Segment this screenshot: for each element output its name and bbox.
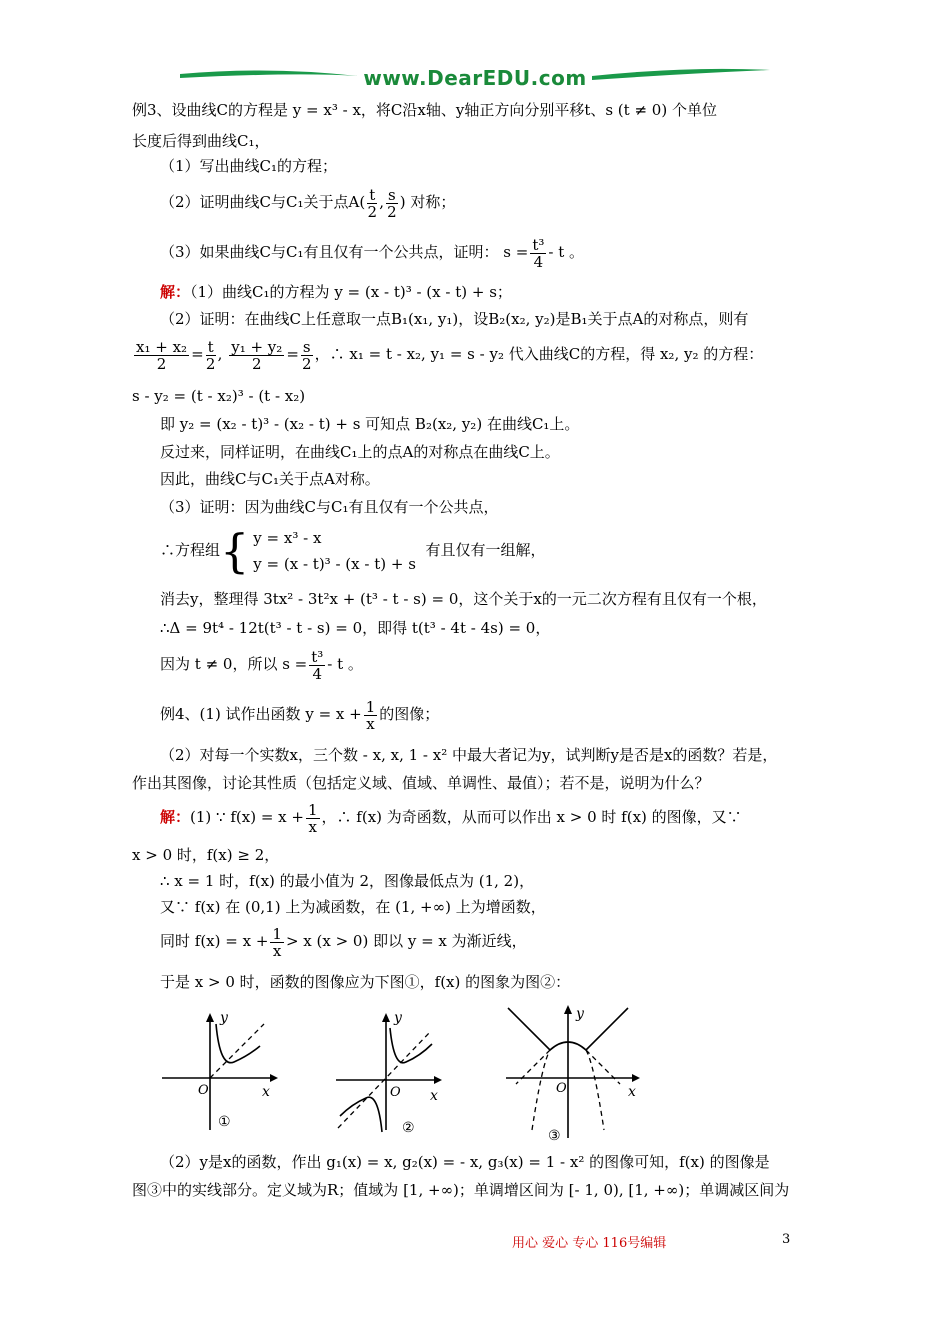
fraction [306, 802, 320, 835]
sol4-line6: 于是 x > 0 时，函数的图像应为下图①，f(x) 的图象为图②： [160, 973, 571, 991]
y-axis-label: y [394, 1010, 402, 1026]
system-lead: ∴方程组 [160, 541, 221, 559]
y-axis-label: y [220, 1010, 228, 1026]
sol3-line7: 因此，曲线C与C₁关于点A对称。 [160, 470, 380, 488]
site-url[interactable]: www.DearEDU.com [363, 66, 587, 90]
frac-num: t [369, 185, 376, 204]
ex3-q2: （2）证明曲线C与C₁关于点A( $\frac{t}{2}$ , $\frac{s}{2}$ ) 对称； [160, 185, 456, 221]
sol4-s5-text: 同时 f(x) = x + [160, 932, 269, 950]
ex3-q3-text: （3）如果曲线C与C₁有且仅有一个公共点，证明： s = [160, 243, 529, 261]
ex3-q2-text: （2）证明曲线C与C₁关于点A( [160, 193, 366, 211]
system-tail: 有且仅有一组解， [425, 541, 546, 559]
frac-num: y₁ + y₂ [231, 337, 283, 356]
sol3-line1 [160, 282, 512, 302]
figure-number: ② [402, 1120, 415, 1135]
system-eq1: y = x³ - x [253, 529, 322, 547]
fraction [309, 649, 325, 682]
ex3-line1: 例3、设曲线C的方程是 y = x³ - x，将C沿x轴、y轴正方向分别平移t、s (t ≠ 0) 个单位 [132, 101, 717, 119]
frac-den: x [366, 714, 375, 733]
origin-label: O [556, 1081, 567, 1096]
sol4-s5-tail: > x (x > 0) 即以 y = x 为渐近线， [285, 932, 527, 950]
graph-3 [502, 1004, 644, 1144]
fraction [270, 926, 284, 959]
sol3-line3: $\frac{\text{x₁ + x₂}}{2}$ = $\frac{t}{2}$ , $\frac{\text{y₁ + y₂}}{2}$ = $\frac{s}{2}$ ，∴ x₁ = t - x₂, y₁ = s - y₂ 代入曲线C的方程，得 x₂, y₂ 的方程： [136, 337, 764, 373]
sol3-s12-tail: - t 。 [327, 655, 363, 673]
fraction [364, 699, 378, 732]
frac-den: 2 [387, 202, 397, 221]
frac-num: t³ [311, 647, 324, 666]
frac-den: 4 [312, 664, 323, 683]
sol3-line6: 反过来，同样证明，在曲线C₁上的点A的对称点在曲线C上。 [160, 443, 560, 461]
ex4-line1 [160, 694, 439, 734]
sol3-line10: 消去y，整理得 3tx² - 3t²x + (t³ - t - s) = 0，这个关于x的一元二次方程有且仅有一个根， [160, 590, 767, 608]
fraction [229, 339, 284, 372]
ex4-line3: 作出其图像，讨论其性质（包括定义域、值域、单调性、最值）；若不是，说明为什么？ [132, 774, 710, 792]
ex3-q1: （1）写出曲线C₁的方程； [160, 157, 338, 175]
sol3-line4: s - y₂ = (t - x₂)³ - (t - x₂) [132, 387, 306, 405]
footer-text: 用心 爱心 专心 116号编辑 [512, 1236, 667, 1251]
sol4-line2: x > 0 时，f(x) ≥ 2， [132, 846, 280, 864]
graph-2 [334, 1010, 446, 1135]
ex3-q3 [160, 232, 584, 272]
page-header [178, 64, 772, 98]
equation-system [253, 525, 416, 577]
frac-den: 2 [367, 202, 377, 221]
fraction [367, 187, 377, 220]
origin-label: O [198, 1083, 209, 1098]
frac-num: t [207, 337, 214, 356]
solution-label: 解： [160, 808, 191, 826]
sol4-line5 [160, 921, 527, 961]
sol4-line1 [160, 797, 742, 837]
ex4-l1-tail: 的图像； [379, 705, 440, 723]
fraction [301, 339, 313, 372]
fraction [386, 187, 398, 220]
ex3-q3-tail: - t 。 [548, 243, 585, 261]
figure-number: ③ [548, 1128, 561, 1144]
sol3-line2: （2）证明：在曲线C上任意取一点B₁(x₁, y₁)，设B₂(x₂, y₂)是B₁关于点A的对称点，则有 [160, 310, 749, 328]
sol3-line11: ∴Δ = 9t⁴ - 12t(t³ - t - s) = 0，即得 t(t³ - 4t - 4s) = 0， [160, 619, 551, 637]
sol4-line7: （2）y是x的函数，作出 g₁(x) = x, g₂(x) = - x, g₃(x) = 1 - x² 的图像可知，f(x) 的图像是 [160, 1153, 770, 1171]
sol3-line5: 即 y₂ = (x₂ - t)³ - (x₂ - t) + s 可知点 B₂(x₂, y₂) 在曲线C₁上。 [160, 415, 580, 433]
sol3-s3-tail: ，∴ x₁ = t - x₂, y₁ = s - y₂ 代入曲线C的方程，得 x₂, y₂ 的方程： [314, 345, 764, 363]
brace-icon: { [220, 524, 250, 578]
sol3-system [160, 522, 545, 578]
frac-den: 2 [251, 354, 262, 373]
x-axis-label: x [430, 1088, 438, 1104]
frac-den: x [308, 817, 317, 836]
ex4-l1-text: 例4、(1) 试作出函数 y = x + [160, 705, 362, 723]
fraction [206, 339, 216, 372]
frac-den: x [272, 941, 282, 960]
x-axis-label: x [262, 1084, 270, 1100]
fraction [134, 339, 189, 372]
frac-num: 1 [272, 924, 282, 943]
sol4-line4: 又∵ f(x) 在 (0,1) 上为减函数，在 (1, +∞) 上为增函数， [160, 898, 546, 916]
ex3-line2: 长度后得到曲线C₁， [132, 132, 270, 150]
frac-den: 2 [301, 354, 312, 373]
frac-num: 1 [307, 800, 318, 819]
figure-number: ① [218, 1114, 231, 1130]
system-eq2: y = (x - t)³ - (x - t) + s [253, 555, 416, 573]
frac-num: t³ [532, 235, 545, 254]
sol4-s1-text: (1) ∵ f(x) = x + [190, 808, 304, 826]
frac-den: 2 [156, 354, 167, 373]
sol4-line8: 图③中的实线部分。定义域为R；值域为 [1, +∞)；单调增区间为 [- 1, 0), [1, +∞)；单调减区间为 [132, 1181, 790, 1199]
frac-num: s [388, 185, 396, 204]
sol3-line12 [160, 644, 363, 684]
page-number: 3 [782, 1232, 791, 1247]
frac-num: s [302, 337, 311, 356]
frac-num: x₁ + x₂ [136, 337, 188, 356]
ex4-line2: （2）对每一个实数x，三个数 - x, x, 1 - x² 中最大者记为y，试判断y是否是x的函数？若是， [160, 746, 778, 764]
sol3-line8: （3）证明：因为曲线C与C₁有且仅有一个公共点， [160, 498, 499, 516]
fraction [530, 237, 546, 270]
sol4-s1-tail: ，∴ f(x) 为奇函数，从而可以作出 x > 0 时 f(x) 的图像，又∵ [321, 808, 742, 826]
sol4-line3: ∴ x = 1 时，f(x) 的最小值为 2，图像最低点为 (1, 2)， [160, 872, 535, 890]
ex3-q2-tail: ) 对称； [399, 193, 456, 211]
frac-num: 1 [365, 697, 376, 716]
x-axis-label: x [628, 1084, 636, 1100]
frac-den: 2 [205, 354, 216, 373]
y-axis-label: y [576, 1006, 584, 1022]
graph-1 [160, 1010, 280, 1135]
solution-label: 解： [160, 283, 191, 301]
equals-sign: = [191, 345, 204, 363]
sol3-s12-text: 因为 t ≠ 0，所以 s = [160, 655, 308, 673]
sol3-s1: （1）曲线C₁的方程为 y = (x - t)³ - (x - t) + s； [190, 283, 512, 301]
frac-den: 4 [533, 252, 544, 271]
origin-label: O [390, 1085, 401, 1100]
